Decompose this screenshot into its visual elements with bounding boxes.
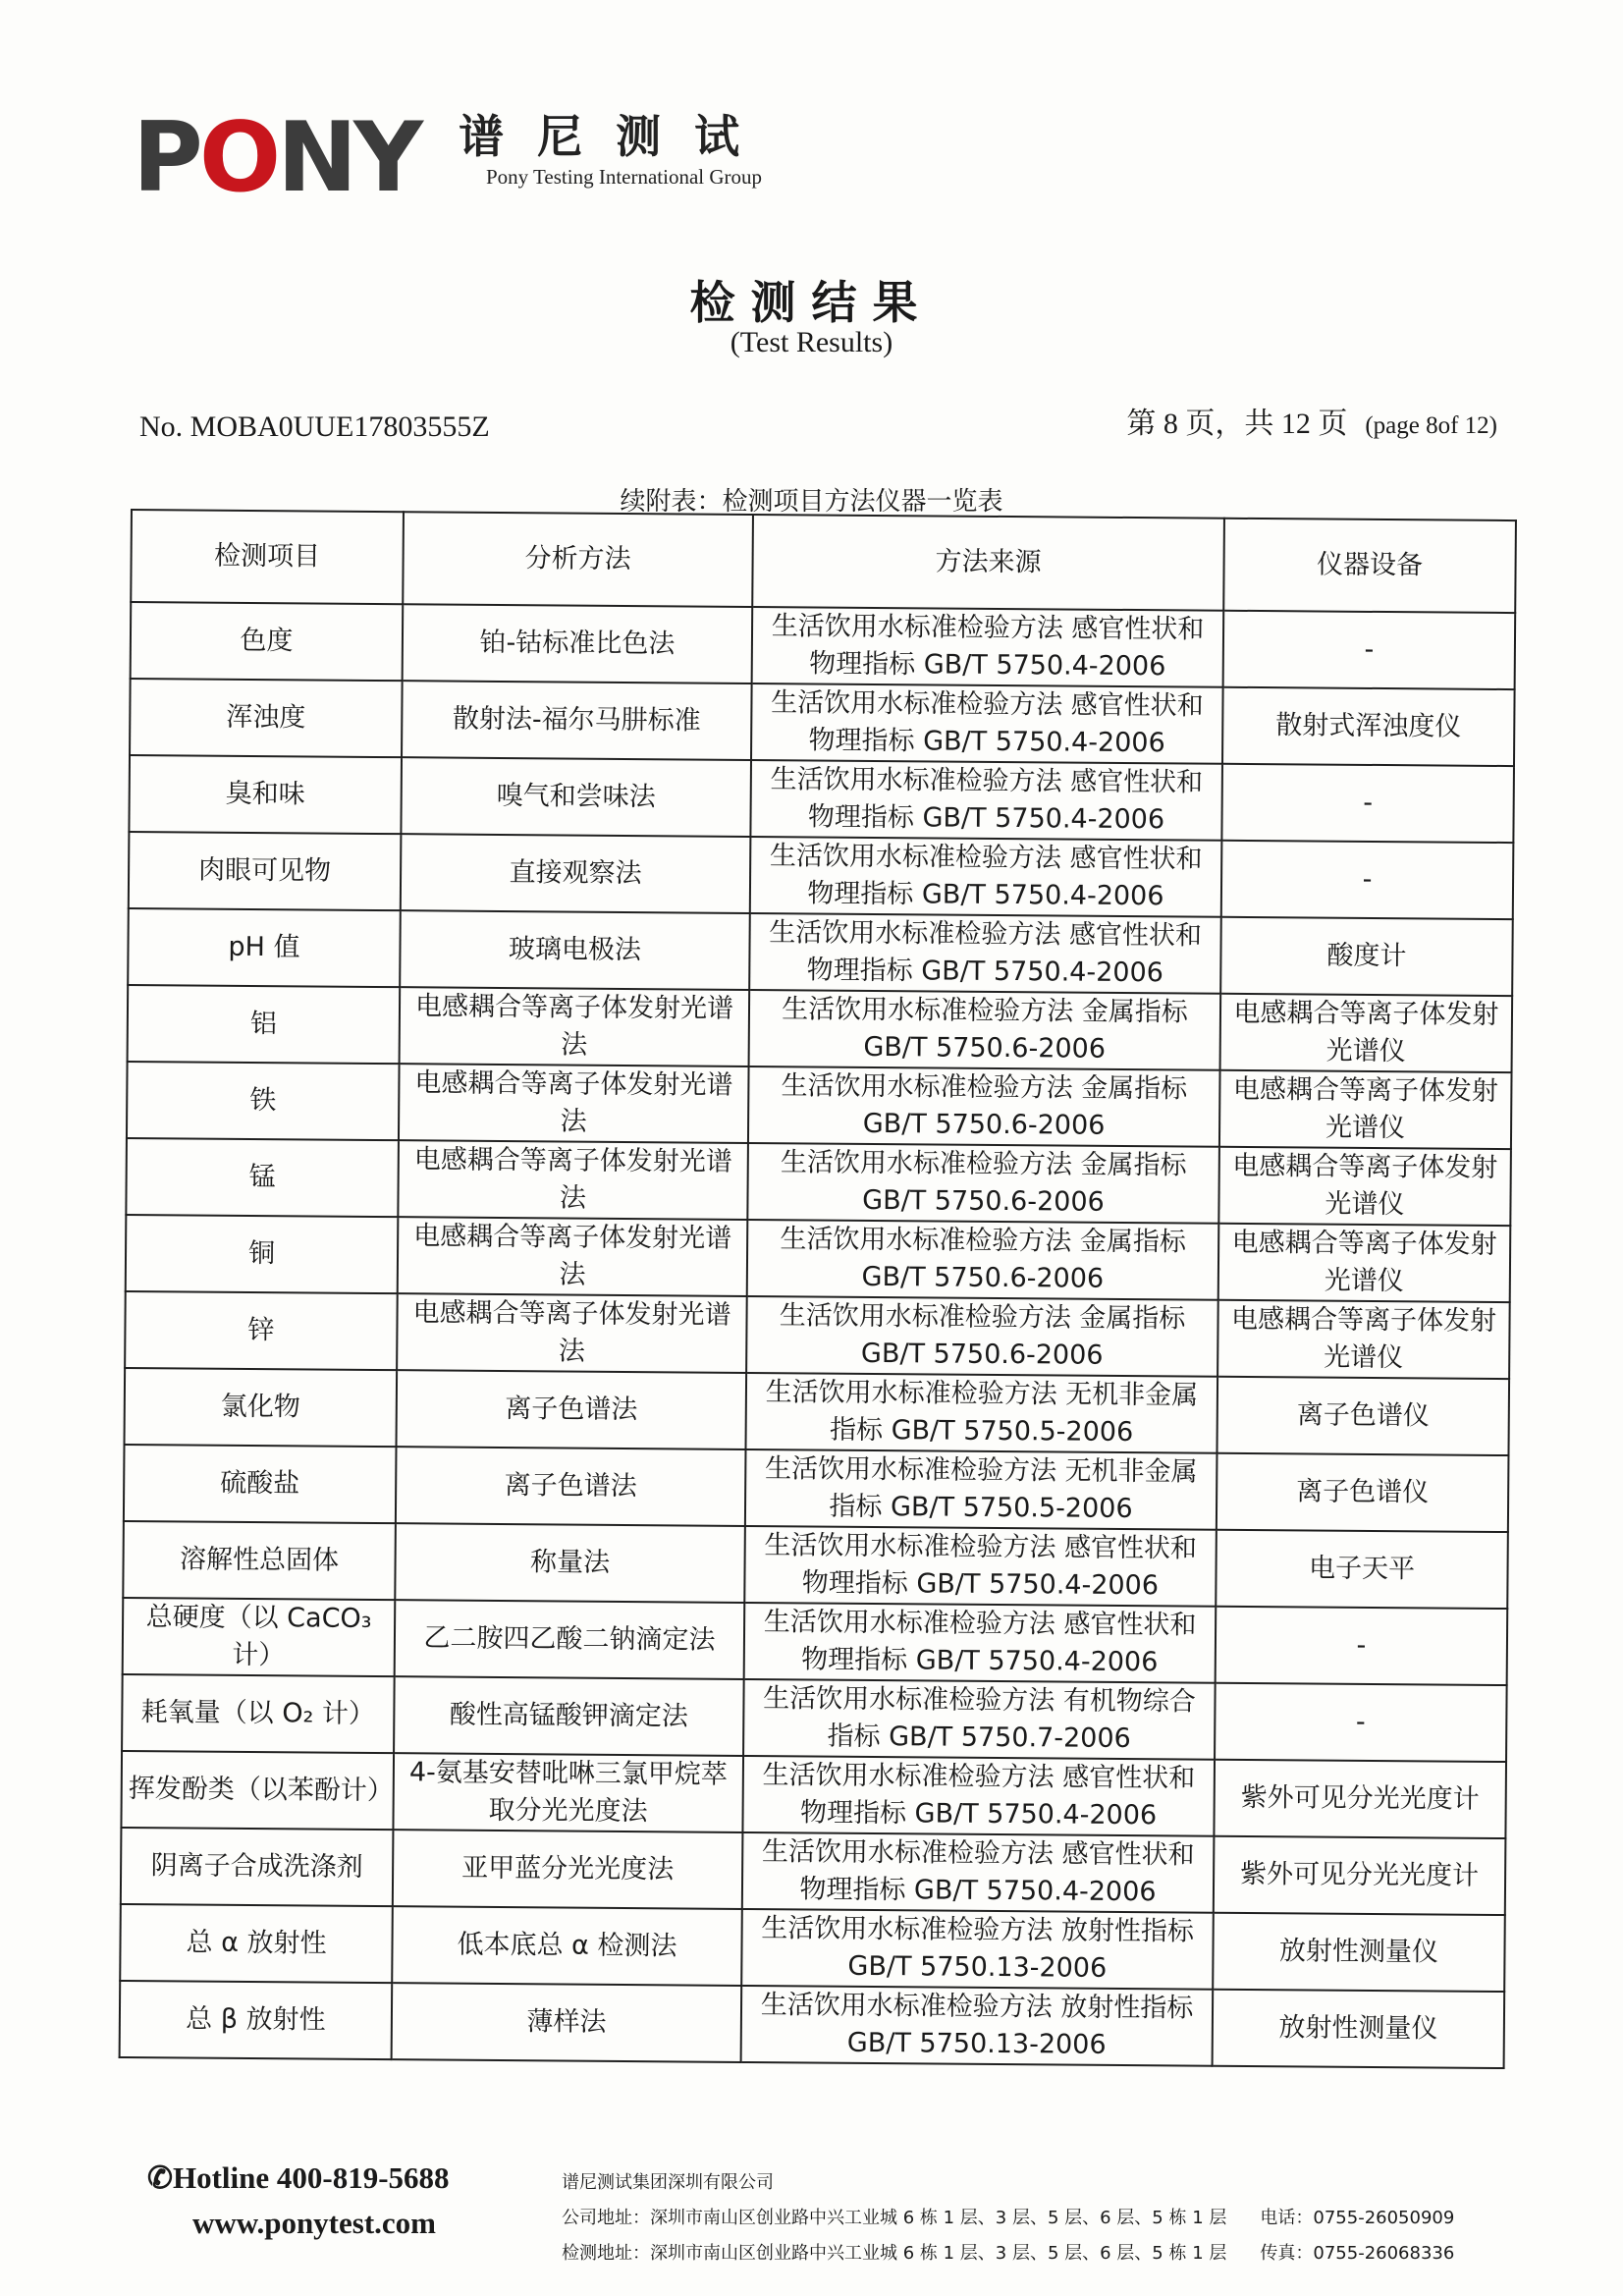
column-header-instrument: 仪器设备 (1223, 519, 1516, 613)
footer-fax: 传真：0755-26068336 (1260, 2243, 1455, 2264)
methods-table (119, 509, 1517, 2069)
table-row (125, 1368, 1510, 1455)
table-row (123, 1521, 1508, 1609)
footer-phone: 电话：0755-26050909 (1260, 2208, 1455, 2228)
cell-source: 生活饮用水标准检验方法 感官性状和物理指标 GB/T 5750.4-2006 (752, 607, 1224, 687)
table-row (131, 602, 1516, 689)
cell-instrument: 放射性测量仪 (1213, 1913, 1505, 1992)
cell-method: 离子色谱法 (397, 1370, 747, 1449)
column-header-source: 方法来源 (752, 515, 1224, 611)
cell-instrument: 离子色谱仪 (1217, 1377, 1509, 1455)
cell-source: 生活饮用水标准检验方法 感官性状和物理指标 GB/T 5750.4-2006 (750, 837, 1222, 917)
cell-item: 铁 (127, 1062, 400, 1140)
table-row (121, 1828, 1506, 1915)
table-row (126, 1138, 1511, 1226)
website: www.ponytest.com (192, 2206, 436, 2240)
cell-method: 亚甲蓝分光光度法 (393, 1830, 743, 1909)
table-row (129, 832, 1514, 919)
cell-item: 铝 (128, 985, 401, 1064)
table-row (130, 679, 1515, 766)
cell-source: 生活饮用水标准检验方法 感官性状和物理指标 GB/T 5750.4-2006 (750, 760, 1222, 841)
cell-source: 生活饮用水标准检验方法 金属指标 GB/T 5750.6-2006 (746, 1296, 1218, 1377)
cell-instrument: 电感耦合等离子体发射光谱仪 (1220, 994, 1513, 1072)
cell-item: 总 β 放射性 (120, 1981, 393, 2059)
cell-item: 肉眼可见物 (129, 832, 402, 910)
table-row (128, 985, 1513, 1072)
cell-item: 色度 (131, 602, 404, 681)
cell-item: pH 值 (128, 908, 401, 987)
cell-instrument: 电感耦合等离子体发射光谱仪 (1218, 1147, 1511, 1226)
cell-item: 阴离子合成洗涤剂 (121, 1828, 394, 1906)
page-indicator-en: (page 8of 12) (1365, 412, 1497, 439)
cell-source: 生活饮用水标准检验方法 感官性状和物理指标 GB/T 5750.4-2006 (744, 1603, 1217, 1683)
logo-english-name: Pony Testing International Group (486, 165, 763, 189)
table-row (123, 1598, 1508, 1685)
hotline-text: Hotline 400-819-5688 (172, 2160, 450, 2195)
logo-mark: PONY (133, 102, 420, 214)
cell-instrument: 离子色谱仪 (1217, 1453, 1509, 1532)
report-number: No. MOBA0UUE17803555Z (139, 410, 490, 443)
phone-icon: ✆ (147, 2160, 173, 2195)
cell-method: 低本底总 α 检测法 (392, 1906, 742, 1986)
cell-method: 薄样法 (392, 1983, 742, 2062)
cell-item: 浑浊度 (130, 679, 403, 757)
table-row (120, 1981, 1505, 2068)
cell-instrument: - (1221, 764, 1514, 843)
table-row (128, 908, 1513, 996)
page-subtitle: (Test Results) (730, 326, 893, 358)
cell-instrument: - (1215, 1683, 1507, 1762)
cell-source: 生活饮用水标准检验方法 放射性指标 GB/T 5750.13-2006 (741, 1986, 1214, 2066)
column-header-item: 检测项目 (131, 510, 404, 604)
cell-instrument: - (1216, 1607, 1508, 1685)
cell-method: 铂-钴标准比色法 (403, 604, 753, 683)
cell-item: 锌 (125, 1291, 398, 1370)
cell-source: 生活饮用水标准检验方法 感官性状和物理指标 GB/T 5750.4-2006 (744, 1526, 1217, 1607)
cell-method: 电感耦合等离子体发射光谱法 (399, 1064, 749, 1143)
cell-instrument: 放射性测量仪 (1213, 1990, 1505, 2068)
cell-instrument: 酸度计 (1220, 917, 1513, 996)
cell-item: 总 α 放射性 (120, 1904, 393, 1983)
cell-method: 乙二胺四乙酸二钠滴定法 (395, 1600, 745, 1679)
cell-item: 臭和味 (129, 755, 402, 834)
column-header-method: 分析方法 (403, 512, 753, 607)
cell-method: 电感耦合等离子体发射光谱法 (398, 1217, 748, 1296)
table-body (120, 602, 1516, 2068)
cell-instrument: 电感耦合等离子体发射光谱仪 (1218, 1224, 1511, 1302)
footer-company-address-line (562, 2204, 1454, 2229)
cell-method: 称量法 (395, 1523, 745, 1603)
cell-source: 生活饮用水标准检验方法 金属指标 GB/T 5750.6-2006 (749, 990, 1221, 1070)
cell-source: 生活饮用水标准检验方法 放射性指标 GB/T 5750.13-2006 (741, 1909, 1214, 1990)
logo-chinese-name: 谱尼测试 (459, 110, 774, 163)
cell-instrument: 电子天平 (1216, 1530, 1508, 1609)
cell-instrument: 电感耦合等离子体发射光谱仪 (1219, 1070, 1512, 1149)
table-header-row (131, 510, 1516, 613)
cell-source: 生活饮用水标准检验方法 无机非金属指标 GB/T 5750.5-2006 (745, 1449, 1217, 1530)
table-caption: 续附表：检测项目方法仪器一览表 (620, 487, 1003, 517)
cell-method: 嗅气和尝味法 (401, 757, 751, 837)
table-row (129, 755, 1514, 843)
cell-source: 生活饮用水标准检验方法 感官性状和物理指标 GB/T 5750.4-2006 (742, 1832, 1215, 1913)
cell-source: 生活饮用水标准检验方法 感官性状和物理指标 GB/T 5750.4-2006 (742, 1756, 1215, 1836)
cell-instrument: 紫外可见分光光度计 (1214, 1836, 1506, 1915)
cell-source: 生活饮用水标准检验方法 感官性状和物理指标 GB/T 5750.4-2006 (749, 913, 1221, 994)
footer-lab-address-line (562, 2239, 1454, 2265)
page-title: 检测结果 (689, 276, 934, 329)
cell-item: 总硬度（以 CaCO₃ 计） (123, 1598, 396, 1676)
cell-source: 生活饮用水标准检验方法 有机物综合指标 GB/T 5750.7-2006 (743, 1679, 1216, 1760)
cell-instrument: 紫外可见分光光度计 (1214, 1760, 1506, 1838)
table-row (121, 1751, 1506, 1838)
table-row (122, 1674, 1507, 1762)
cell-method: 电感耦合等离子体发射光谱法 (398, 1140, 748, 1220)
cell-source: 生活饮用水标准检验方法 金属指标 GB/T 5750.6-2006 (747, 1143, 1219, 1224)
page-indicator-cn: 第 8 页，共 12 页 (1126, 408, 1348, 440)
table-row (127, 1062, 1512, 1149)
cell-source: 生活饮用水标准检验方法 金属指标 GB/T 5750.6-2006 (747, 1220, 1219, 1300)
cell-instrument: - (1221, 841, 1514, 919)
cell-method: 玻璃电极法 (400, 910, 750, 990)
cell-item: 挥发酚类（以苯酚计） (121, 1751, 394, 1830)
cell-method: 散射法-福尔马肼标准 (402, 681, 752, 760)
cell-item: 硫酸盐 (124, 1445, 397, 1523)
cell-method: 4-氨基安替吡啉三氯甲烷萃取分光光度法 (393, 1753, 743, 1832)
cell-item: 耗氧量（以 O₂ 计） (122, 1674, 395, 1753)
cell-source: 生活饮用水标准检验方法 感官性状和物理指标 GB/T 5750.4-2006 (751, 683, 1223, 764)
cell-source: 生活饮用水标准检验方法 金属指标 GB/T 5750.6-2006 (748, 1066, 1220, 1147)
cell-method: 直接观察法 (401, 834, 751, 913)
cell-item: 锰 (126, 1138, 399, 1217)
cell-instrument: 电感耦合等离子体发射光谱仪 (1217, 1300, 1510, 1379)
footer-company-name: 谱尼测试集团深圳有限公司 (562, 2172, 774, 2193)
cell-method: 电感耦合等离子体发射光谱法 (397, 1293, 747, 1373)
table-row (120, 1904, 1505, 1992)
table-row (125, 1291, 1510, 1379)
table-row (126, 1215, 1511, 1302)
cell-method: 电感耦合等离子体发射光谱法 (400, 987, 750, 1066)
cell-source: 生活饮用水标准检验方法 无机非金属指标 GB/T 5750.5-2006 (745, 1373, 1217, 1453)
cell-item: 铜 (126, 1215, 399, 1293)
cell-item: 氯化物 (125, 1368, 398, 1447)
hotline (147, 2160, 450, 2196)
cell-instrument: 散射式浑浊度仪 (1222, 687, 1515, 766)
footer-lab-address: 检测地址：深圳市南山区创业路中兴工业城 6 栋 1 层、3 层、5 层、6 层、5 栋 1 层 (562, 2243, 1227, 2264)
cell-instrument: - (1223, 611, 1516, 689)
cell-item: 溶解性总固体 (123, 1521, 396, 1600)
table-row (124, 1445, 1509, 1532)
cell-method: 离子色谱法 (396, 1447, 746, 1526)
footer-company-address: 公司地址：深圳市南山区创业路中兴工业城 6 栋 1 层、3 层、5 层、6 层、5 栋 1 层 (562, 2208, 1227, 2228)
cell-method: 酸性高锰酸钾滴定法 (394, 1676, 744, 1756)
page-indicator (1126, 399, 1497, 442)
